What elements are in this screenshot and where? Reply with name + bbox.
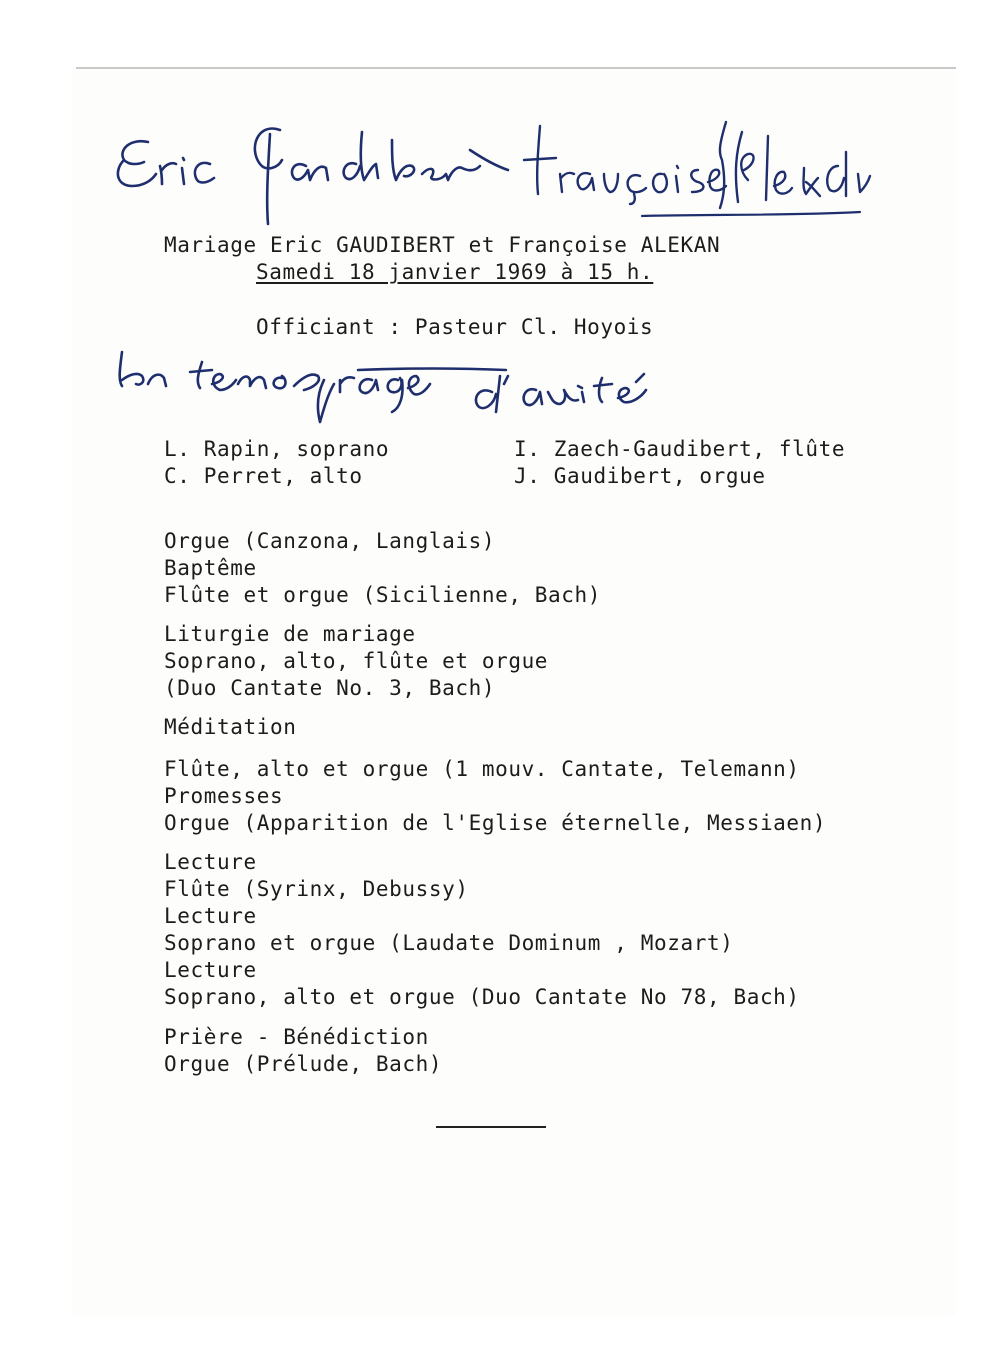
program-item: Orgue (Apparition de l'Eglise éternelle, Messiaen): [164, 811, 827, 835]
signature-groom: [110, 108, 530, 233]
program-item: Soprano et orgue (Laudate Dominum , Mozart): [164, 931, 734, 955]
wedding-title: Mariage Eric GAUDIBERT et Françoise ALEKAN: [164, 233, 721, 257]
program-item: Lecture: [164, 850, 257, 874]
program-item: Lecture: [164, 958, 257, 982]
program-item: (Duo Cantate No. 3, Bach): [164, 676, 496, 700]
program-item: Soprano, alto, flûte et orgue: [164, 649, 549, 673]
performer-soprano: L. Rapin, soprano: [164, 437, 390, 461]
performer-flute: I. Zaech-Gaudibert, flûte: [514, 437, 846, 461]
program-item: Soprano, alto et orgue (Duo Cantate No 78, Bach): [164, 985, 800, 1009]
program-item: Méditation: [164, 715, 297, 739]
closing-rule: [436, 1126, 546, 1128]
program-block: [164, 621, 548, 702]
signature-bride: [512, 112, 882, 222]
officiant-line: Officiant : Pasteur Cl. Hoyois: [256, 315, 654, 339]
top-border-line: [76, 67, 956, 69]
program-block: [164, 756, 826, 837]
wedding-date: Samedi 18 janvier 1969 à 15 h.: [256, 260, 654, 284]
handwritten-dedication: [108, 340, 688, 440]
program-item: Promesses: [164, 784, 284, 808]
performer-organ: J. Gaudibert, orgue: [514, 464, 766, 488]
program-block: [164, 849, 800, 1011]
performer-alto: C. Perret, alto: [164, 464, 363, 488]
program-item: Flûte (Syrinx, Debussy): [164, 877, 469, 901]
program-item: Flûte, alto et orgue (1 mouv. Cantate, Telemann): [164, 757, 800, 781]
program-item: Orgue (Canzona, Langlais): [164, 529, 496, 553]
program-item: Lecture: [164, 904, 257, 928]
program-item: Flûte et orgue (Sicilienne, Bach): [164, 583, 602, 607]
program-block: [164, 528, 601, 609]
program-item: Prière - Bénédiction: [164, 1025, 429, 1049]
program-block: [164, 1024, 442, 1078]
program-block: [164, 714, 296, 741]
program-item: Baptême: [164, 556, 257, 580]
program-item: Orgue (Prélude, Bach): [164, 1052, 443, 1076]
program-item: Liturgie de mariage: [164, 622, 416, 646]
